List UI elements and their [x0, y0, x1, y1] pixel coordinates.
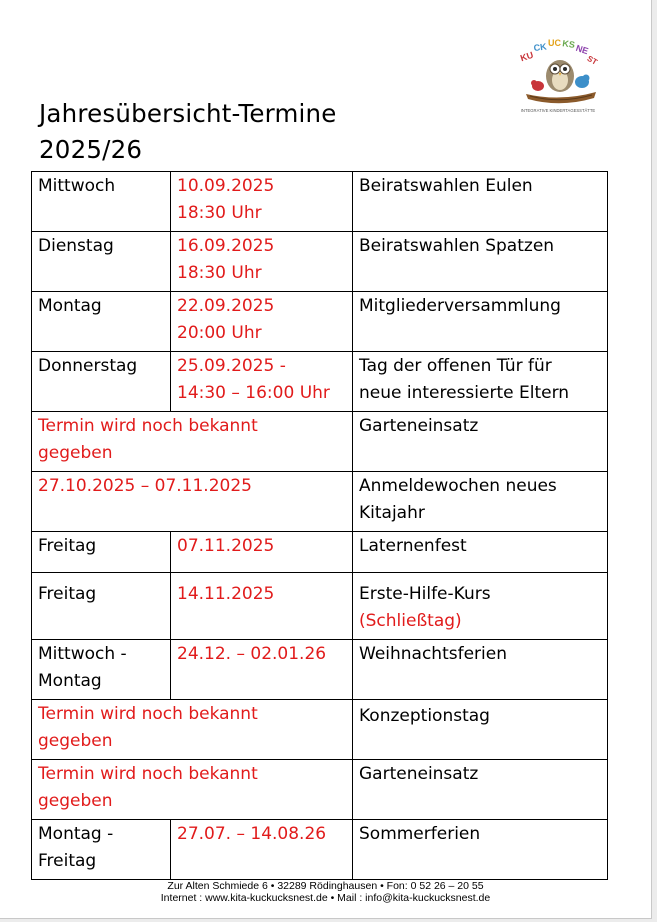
table-row: [32, 573, 608, 640]
table-row: [32, 352, 608, 412]
event-cell: Mitgliederversammlung: [353, 292, 608, 352]
svg-text:NE: NE: [574, 42, 590, 57]
kuckucksnest-logo: [512, 36, 604, 116]
day-cell: Mittwoch: [32, 172, 171, 232]
day-cell: Montag: [32, 292, 171, 352]
title-line-1: Jahresübersicht-Termine: [39, 99, 337, 128]
date-cell: 07.11.2025: [171, 532, 353, 573]
event-cell: Anmeldewochen neues Kitajahr: [353, 472, 608, 532]
event-cell: Garteneinsatz: [353, 412, 608, 472]
table-row: [32, 640, 608, 700]
day-cell: Freitag: [32, 532, 171, 573]
event-cell: Beiratswahlen Eulen: [353, 172, 608, 232]
date-cell-merged: 27.10.2025 – 07.11.2025: [32, 472, 353, 532]
table-row: [32, 292, 608, 352]
footer-address: Zur Alten Schmiede 6 • 32289 Rödinghausen • Fon: 0 52 26 – 20 55: [167, 880, 484, 892]
page-title: [39, 96, 337, 168]
schedule-table: [31, 171, 608, 880]
event-cell: Laternenfest: [353, 532, 608, 573]
day-cell: Dienstag: [32, 232, 171, 292]
day-cell: Mittwoch - Montag: [32, 640, 171, 700]
event-cell: Sommerferien: [353, 820, 608, 880]
table-row: [32, 412, 608, 472]
date-cell-merged: Termin wird noch bekannt gegeben: [32, 700, 353, 760]
table-row: [32, 760, 608, 820]
closing-day-note: (Schließtag): [359, 611, 462, 631]
svg-text:CK: CK: [532, 41, 548, 54]
event-cell: Garteneinsatz: [353, 760, 608, 820]
day-cell: Freitag: [32, 573, 171, 640]
date-cell-merged: Termin wird noch bekannt gegeben: [32, 760, 353, 820]
svg-text:ST: ST: [585, 53, 599, 67]
date-cell: 16.09.2025 18:30 Uhr: [171, 232, 353, 292]
day-cell: Donnerstag: [32, 352, 171, 412]
date-cell: 14.11.2025: [171, 573, 353, 640]
date-cell: 10.09.2025 18:30 Uhr: [171, 172, 353, 232]
table-row: [32, 532, 608, 573]
date-cell: 25.09.2025 - 14:30 – 16:00 Uhr: [171, 352, 353, 412]
date-cell-merged: Termin wird noch bekannt gegeben: [32, 412, 353, 472]
footer-contact: Internet : www.kita-kuckucksnest.de • Mail : info@kita-kuckucksnest.de: [160, 892, 491, 904]
date-cell: 22.09.2025 20:00 Uhr: [171, 292, 353, 352]
svg-text:UC: UC: [548, 38, 561, 48]
footer: [0, 880, 651, 904]
event-cell: Erste-Hilfe-Kurs (Schließtag): [353, 573, 608, 640]
table-row: [32, 472, 608, 532]
day-cell: Montag - Freitag: [32, 820, 171, 880]
table-row: [32, 232, 608, 292]
event-cell: Tag der offenen Tür für neue interessierte Eltern: [353, 352, 608, 412]
table-row: [32, 172, 608, 232]
svg-text:INTEGRATIVE KINDERTAGESSTÄTTE: INTEGRATIVE KINDERTAGESSTÄTTE: [520, 108, 596, 113]
date-cell: 27.07. – 14.08.26: [171, 820, 353, 880]
table-row: [32, 700, 608, 760]
event-cell: Konzeptionstag: [353, 700, 608, 760]
event-cell: Weihnachtsferien: [353, 640, 608, 700]
title-line-2: 2025/26: [39, 135, 143, 164]
event-cell: Beiratswahlen Spatzen: [353, 232, 608, 292]
date-cell: 24.12. – 02.01.26: [171, 640, 353, 700]
svg-text:KS: KS: [561, 38, 576, 50]
table-row: [32, 820, 608, 880]
svg-text:KU: KU: [519, 49, 535, 64]
